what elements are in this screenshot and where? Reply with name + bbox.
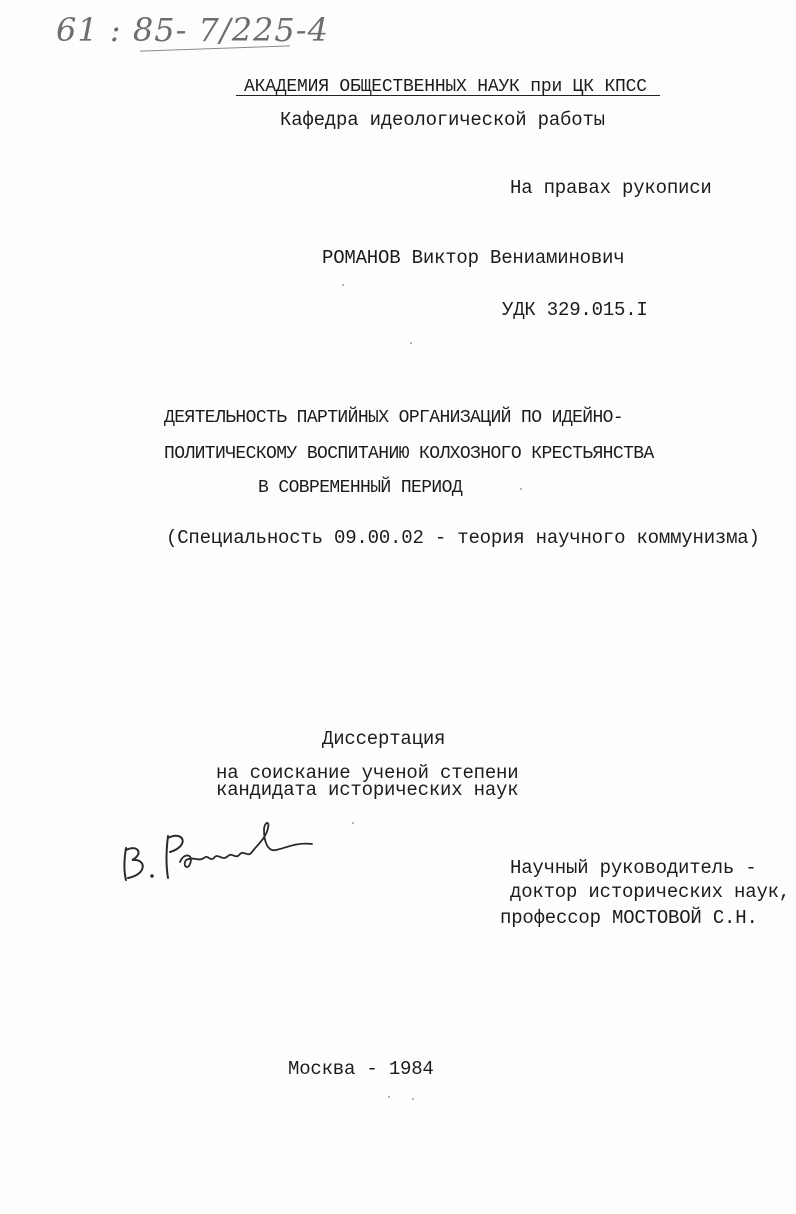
manuscript-note: На правах рукописи [510, 177, 712, 199]
udc-code: УДК 329.015.I [502, 299, 648, 321]
handwritten-signature [118, 800, 318, 890]
archive-code-handwritten: 61 : 85- 7/225-4 [56, 11, 329, 49]
author-name: РОМАНОВ Виктор Вениаминович [322, 247, 625, 269]
department-name: Кафедра идеологической работы [280, 109, 605, 131]
scan-speck [342, 284, 344, 286]
dissertation-label: Диссертация [322, 728, 446, 750]
supervisor-line-1: Научный руководитель - [510, 857, 757, 879]
academy-name: АКАДЕМИЯ ОБЩЕСТВЕННЫХ НАУК при ЦК КПСС [244, 77, 647, 97]
title-line-1: ДЕЯТЕЛЬНОСТЬ ПАРТИЙНЫХ ОРГАНИЗАЦИЙ ПО ИДЕЙНО- [164, 408, 624, 428]
degree-line-2: кандидата исторических наук [216, 779, 519, 801]
scan-speck [412, 1098, 414, 1100]
degree-line-1: на соискание ученой степени [216, 762, 519, 784]
supervisor-line-3: профессор МОСТОВОЙ С.Н. [500, 907, 758, 929]
title-line-2: ПОЛИТИЧЕСКОМУ ВОСПИТАНИЮ КОЛХОЗНОГО КРЕСТЬЯНСТВА [164, 444, 654, 464]
academy-underline [236, 95, 660, 96]
title-line-3: В СОВРЕМЕННЫЙ ПЕРИОД [258, 478, 463, 498]
scan-speck [388, 1096, 390, 1098]
scan-speck [352, 822, 354, 824]
scan-speck [410, 342, 412, 344]
scan-speck [520, 488, 522, 490]
supervisor-line-2: доктор исторических наук, [510, 881, 791, 903]
city-year: Москва - 1984 [288, 1058, 434, 1080]
specialty: (Специальность 09.00.02 - теория научного коммунизма) [166, 527, 760, 549]
